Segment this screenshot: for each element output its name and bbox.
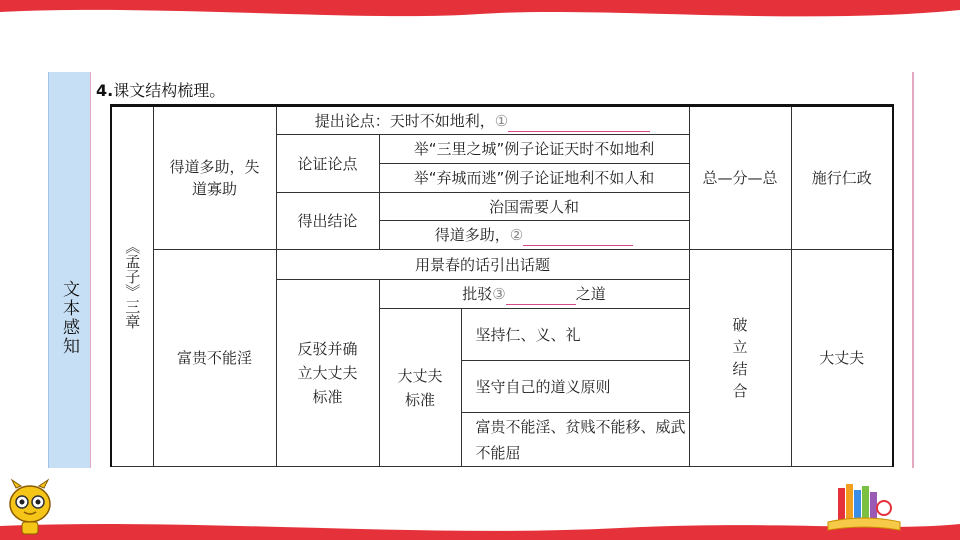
left-margin-line <box>90 72 91 468</box>
blank-3-number: ③ <box>492 285 506 303</box>
conclusion2-cell <box>379 221 689 250</box>
conclusion2-text: 得道多助， <box>434 226 510 244</box>
refute-label-cell <box>276 280 379 467</box>
purpose1-cell <box>791 106 893 250</box>
standard2: 坚守自己的道义原则 <box>475 377 611 396</box>
blank-1-number: ① <box>494 111 509 130</box>
blank-2[interactable] <box>523 227 633 246</box>
refute-cell <box>379 280 689 309</box>
conclusion-label-cell <box>276 193 379 250</box>
right-margin-line <box>912 72 914 468</box>
side-label: 文本感知 <box>59 280 79 356</box>
theme2: 富贵不能淫 <box>176 349 252 367</box>
conclusion1-cell <box>379 193 689 221</box>
blank-1[interactable] <box>508 113 650 132</box>
theme1: 得道多助，失道寡助 <box>169 158 260 198</box>
column-title-cell <box>111 106 153 467</box>
top-decorative-band <box>0 0 960 24</box>
books-icon <box>824 478 904 536</box>
structure2: 破立结合 <box>732 316 748 400</box>
standard-label-cell <box>379 309 461 467</box>
structure-table <box>110 104 894 467</box>
structure1: 总—分—总 <box>702 169 778 187</box>
refute-label: 反驳并确立大丈夫标准 <box>297 340 358 406</box>
proof2-cell <box>379 164 689 193</box>
theme2-cell <box>153 250 276 467</box>
standard1: 坚持仁、义、礼 <box>475 325 581 344</box>
conclusion-label: 得出结论 <box>297 212 358 230</box>
proof-label-cell <box>276 135 379 193</box>
purpose2: 大丈夫 <box>819 349 865 367</box>
mascot-icon <box>4 478 56 536</box>
theme1-cell <box>153 106 276 250</box>
blank-2-number: ② <box>509 226 524 244</box>
bottom-decorative-band <box>0 512 960 540</box>
proof1: 举“三里之城”例子论证天时不如地利 <box>413 140 655 158</box>
proof-label: 论证论点 <box>297 154 358 173</box>
structure1-cell <box>689 106 791 250</box>
intro: 用景春的话引出话题 <box>415 255 551 274</box>
heading-number: 4. <box>96 81 114 100</box>
standard3-cell <box>461 413 689 467</box>
section-heading <box>96 78 225 101</box>
standard1-cell <box>461 309 689 361</box>
argument-text: 提出论点：天时不如地利， <box>314 111 495 130</box>
purpose1: 施行仁政 <box>811 169 872 187</box>
standard-label: 大丈夫标准 <box>397 366 443 409</box>
side-strip <box>48 72 91 468</box>
intro-cell <box>276 250 689 280</box>
proof1-cell <box>379 135 689 164</box>
column-title: 《孟子》三章 <box>123 238 142 329</box>
standard2-cell <box>461 361 689 413</box>
argument-cell <box>276 106 689 135</box>
structure2-cell <box>689 250 791 467</box>
conclusion1: 治国需要人和 <box>489 197 580 216</box>
refute-post: 之道 <box>575 285 606 303</box>
blank-3[interactable] <box>506 286 576 305</box>
heading-text: 课文结构梳理。 <box>113 81 226 100</box>
purpose2-cell <box>791 250 893 467</box>
refute-pre: 批驳 <box>462 285 493 303</box>
proof2: 举“弃城而逃”例子论证地利不如人和 <box>413 169 655 187</box>
standard3: 富贵不能淫、贫贱不能移、威武不能屈 <box>475 417 686 462</box>
